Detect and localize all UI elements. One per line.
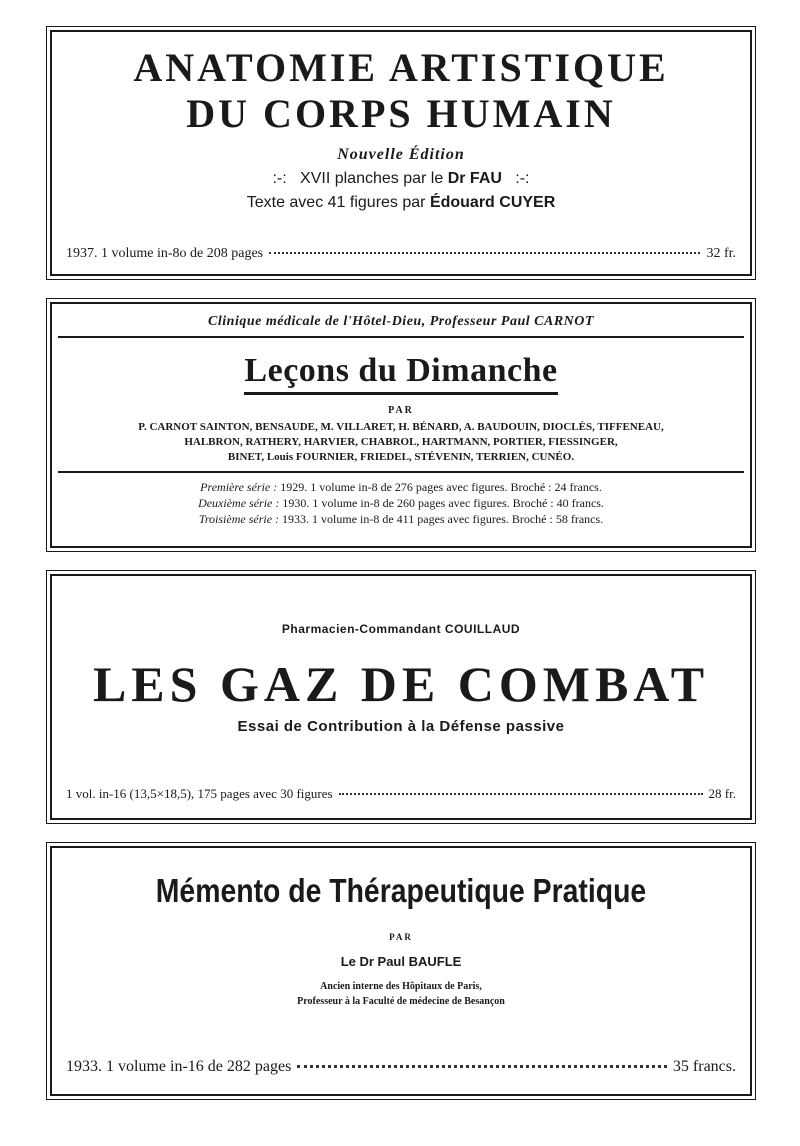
ad2-authors-line3: BINET, Louis FOURNIER, FRIEDEL, STÉVENIN, TERRIEN, CUNÉO.	[227, 451, 575, 463]
ad1-plates-suffix: :-:	[515, 170, 530, 187]
ad1-title-line2: DU CORPS HUMAIN	[186, 91, 616, 136]
ad3-volume: 1 vol. in-16 (13,5×18,5), 175 pages avec 30 figures	[66, 786, 333, 801]
ad-anatomie-artistique	[50, 30, 752, 276]
ad4-title: Mémento de Thérapeutique Pratique	[155, 872, 647, 909]
ad2-series-label: Deuxième série :	[198, 496, 280, 510]
ad1-leader-dots	[269, 252, 700, 254]
ad4-author: Le Dr Paul BAUFLE	[340, 954, 462, 969]
ad2-series-list	[52, 479, 750, 527]
ad2-series-item	[52, 511, 750, 527]
ad2-series-label: Première série :	[200, 480, 278, 494]
ad3-price-row	[66, 786, 736, 802]
ad3-title: LES GAZ DE COMBAT	[92, 656, 710, 712]
ad4-par: PAR	[389, 932, 413, 942]
ad4-price: 35 francs.	[672, 1058, 736, 1075]
ad2-series-text: 1933. 1 volume in-8 de 411 pages avec figures. Broché : 58 francs.	[282, 512, 604, 526]
ad-gaz-de-combat	[50, 574, 752, 820]
ad2-title: Leçons du Dimanche	[244, 352, 557, 395]
ad2-rule-bottom	[58, 471, 744, 473]
ad2-authors-line1: P. CARNOT SAINTON, BENSAUDE, M. VILLARET, H. BÉNARD, A. BAUDOUIN, DIOCLÈS, TIFFENEAU,	[138, 421, 664, 433]
ad-lecons-du-dimanche	[50, 302, 752, 548]
ad1-volume: 1937. 1 volume in-8o de 208 pages	[66, 246, 264, 261]
ad2-series-item	[52, 479, 750, 495]
ad-memento-therapeutique	[50, 846, 752, 1096]
ad2-par: PAR	[388, 405, 414, 416]
ad1-title-line1: ANATOMIE ARTISTIQUE	[133, 45, 669, 90]
ad3-author: Pharmacien-Commandant COUILLAUD	[281, 622, 521, 636]
ad4-credentials	[52, 979, 750, 1009]
ad3-subtitle: Essai de Contribution à la Défense passive	[237, 718, 565, 735]
ad1-price: 32 fr.	[706, 246, 736, 261]
ad2-authors	[52, 420, 750, 465]
ad2-rule-top	[58, 336, 744, 338]
ad4-credential-line2: Professeur à la Faculté de médecine de Besançon	[297, 996, 505, 1007]
ad1-edition: Nouvelle Édition	[337, 146, 465, 163]
ad1-plates: XVII planches par le	[300, 170, 444, 187]
ad4-leader-dots	[297, 1065, 667, 1068]
ad3-leader-dots	[339, 793, 703, 795]
ad1-plates-author: Dr FAU	[447, 170, 502, 187]
ad4-credential-line1: Ancien interne des Hôpitaux de Paris,	[320, 981, 482, 992]
ad4-volume: 1933. 1 volume in-16 de 282 pages	[66, 1058, 292, 1075]
ad3-price: 28 fr.	[708, 786, 736, 801]
ad2-series-text: 1929. 1 volume in-8 de 276 pages avec figures. Broché : 24 francs.	[280, 480, 602, 494]
ad1-text-by: Texte avec 41 figures par	[246, 194, 426, 211]
ad4-price-row	[66, 1058, 736, 1076]
ad1-text-author: Édouard CUYER	[429, 194, 556, 211]
ad2-header: Clinique médicale de l'Hôtel-Dieu, Professeur Paul CARNOT	[208, 314, 594, 329]
ad1-price-row	[66, 246, 736, 262]
ad2-series-label: Troisième série :	[198, 512, 280, 526]
ad1-plates-prefix: :-:	[272, 170, 287, 187]
ad1-plates-line	[52, 170, 750, 188]
ad2-series-item	[52, 495, 750, 511]
ad1-text-line	[52, 194, 750, 212]
ad2-authors-line2: HALBRON, RATHERY, HARVIER, CHABROL, HARTMANN, PORTIER, FIESSINGER,	[184, 436, 618, 448]
ad2-series-text: 1930. 1 volume in-8 de 260 pages avec figures. Broché : 40 francs.	[282, 496, 604, 510]
